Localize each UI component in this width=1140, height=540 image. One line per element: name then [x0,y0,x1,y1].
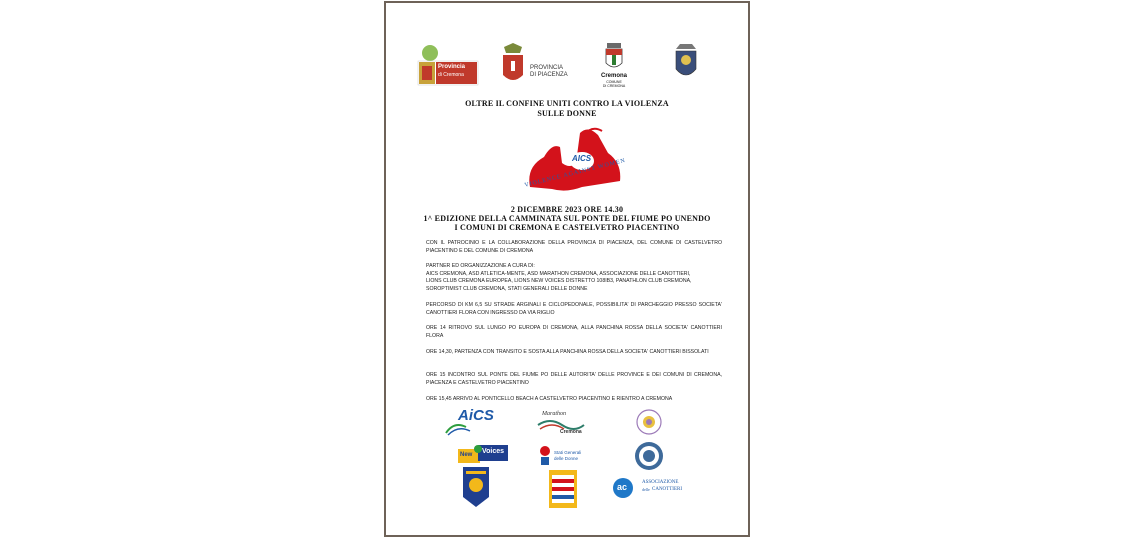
patrocinio-paragraph: CON IL PATROCINIO E LA COLLABORAZIONE DELLA PROVINCIA DI PIACENZA, DEL COMUNE DI CASTELVETRO PIACENTINO E DEL COMUNE DI CREMONA [426,240,722,254]
partner-line: AICS CREMONA, ASD ATLETICA-MENTE, ASD MARATHON CREMONA, ASSOCIAZIONE DELLE CANOTTIERI, [426,270,691,277]
cremona-city-sub2: DI CREMONA [602,84,626,88]
assoc-line3: CANOTTIERI [652,487,682,492]
piacenza-line2: DI PIACENZA [530,72,568,78]
partenza-paragraph: ORE 14,30, PARTENZA CON TRANSITO E SOSTA ALLA PANCHINA ROSSA DELLA SOCIETA' CANOTTIERI BISSOLATI [426,349,709,355]
assoc-line2: delle [642,487,650,492]
emblem-word-against: AGAINST [562,165,597,180]
new-voices-voices: Voices [482,448,505,455]
canottieri-crest-logo [548,469,578,509]
cremona-province-line1: Provincia [438,64,466,70]
stati-generali-logo [538,445,586,467]
partner-paragraph [426,263,722,293]
cremona-city-sub1: COMUNE [606,80,622,84]
piacenza-line1: PROVINCIA [530,65,564,71]
assoc-line1: ASSOCIAZIONE [642,480,679,485]
event-poster [384,1,750,537]
new-voices-logo [458,443,508,465]
comune-cremona-logo [592,43,636,89]
partner-line: PARTNER ED ORGANIZZAZIONE A CURA DI: [426,263,535,269]
event-communes: I COMUNI DI CREMONA E CASTELVETRO PIACENTINO [454,223,680,232]
event-edition: 1^ EDIZIONE DELLA CAMMINATA SUL PONTE DEL FIUME PO UNENDO [423,214,711,223]
ac-text: ac [617,482,628,492]
marathon-line1: Marathon [542,411,566,417]
aics-sponsor-text: AiCS [458,407,494,424]
associazione-canottieri-logo [612,477,692,503]
cremona-city-name: Cremona [600,73,627,79]
partner-line: SOROPTIMIST CLUB CREMONA, STATI GENERALI DELLE DONNE [426,285,588,292]
partner-line: LIONS CLUB CREMONA EUROPEA, LIONS NEW VOICES DISTRETTO 108IB3, PANATHLON CLUB CREMONA, [426,278,692,285]
marathon-cremona-logo [536,409,586,437]
new-voices-new: New [460,452,473,458]
violence-against-women-emblem [522,123,632,199]
aics-sponsor-logo [444,407,496,437]
panathlon-logo [634,441,664,471]
soroptimist-logo [636,409,662,435]
title-line1: OLTRE IL CONFINE UNITI CONTRO LA VIOLENZA [465,99,669,108]
stati-line1: Stati Generali [554,450,582,455]
provincia-cremona-logo [416,43,480,89]
percorso-paragraph: PERCORSO DI KM 6,5 SU STRADE ARGINALI E CICLOPEDONALE, POSSIBILITA' DI PARCHEGGIO PRESSO SOCIETA' CANOTTIERI FLORA CON INGRESSO DA VIA RIGLIO [426,302,722,316]
cremona-province-line2: di Cremona [438,72,464,78]
stati-line2: delle Donne [554,456,579,461]
emblem-aics-text: AICS [572,154,592,163]
arrivo-paragraph: ORE 15,45 ARRIVO AL PONTICELLO BEACH A CASTELVETRO PIACENTINO E RIENTRO A CREMONA [426,396,673,402]
title-line2: SULLE DONNE [537,109,597,118]
lions-club-logo [462,465,490,509]
castelvetro-crest-logo [672,43,700,89]
provincia-piacenza-logo [498,43,578,89]
ritrovo-paragraph: ORE 14 RITROVO SUL LUNGO PO EUROPA DI CREMONA, ALLA PANCHINA ROSSA DELLA SOCIETA' CANOTTIERI FLORA [426,325,722,339]
incontro-paragraph: ORE 15 INCONTRO SUL PONTE DEL FIUME PO DELLE AUTORITA' DELLE PROVINCE E DEI COMUNI DI CREMONA, PIACENZA E CASTELVETRO PIACENTINO [426,372,722,386]
event-date: 2 DICEMBRE 2023 ORE 14.30 [510,205,624,214]
marathon-line2: Cremona [560,429,582,435]
emblem-word-violence: VIOLENCE [524,173,563,189]
emblem-word-women: WOMEN [597,157,627,171]
